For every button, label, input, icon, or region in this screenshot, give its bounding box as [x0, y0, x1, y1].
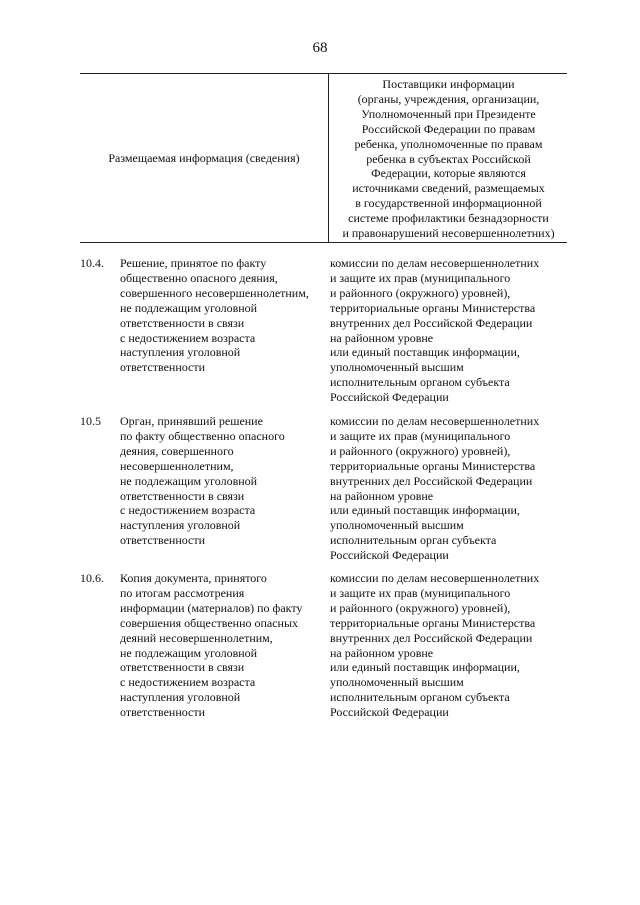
provider-line: внутренних дел Российской Федерации [330, 630, 533, 645]
row-number: 10.5 [80, 414, 101, 428]
provider-line: внутренних дел Российской Федерации [330, 473, 533, 488]
description-line: с недостижением возраста [120, 503, 256, 518]
header-provider-line: Федерации, которые являются [371, 166, 526, 181]
description-line: наступления уголовной [120, 690, 241, 705]
provider-line: территориальные органы Министерства [330, 615, 536, 630]
header-provider-line: и правонарушений несовершеннолетних) [342, 226, 555, 241]
provider-line: Российской Федерации [330, 548, 449, 563]
row-number: 10.4. [80, 256, 104, 270]
description-line: ответственности [120, 533, 206, 548]
description-line: по итогам рассмотрения [120, 585, 245, 600]
description-line: не подлежащим уголовной [120, 473, 258, 488]
header-provider-line: источниками сведений, размещаемых [352, 181, 545, 196]
header-provider-line: Поставщики информации [382, 77, 515, 91]
provider-line: уполномоченный высшим [330, 360, 464, 375]
row-description [120, 414, 330, 548]
description-line: деяния, совершенного [120, 443, 234, 458]
row-description [120, 256, 330, 375]
provider-line: или единый поставщик информации, [330, 503, 520, 518]
provider-line: на районном уровне [330, 330, 434, 345]
description-line: совершенного несовершеннолетним, [120, 285, 309, 300]
provider-line: территориальные органы Министерства [330, 458, 536, 473]
provider-line: и защите их прав (муниципального [330, 270, 511, 285]
page-number: 68 [312, 40, 328, 56]
provider-line: Российской Федерации [330, 390, 449, 405]
provider-line: уполномоченный высшим [330, 675, 464, 690]
description-line: ответственности в связи [120, 488, 245, 503]
description-line: ответственности в связи [120, 315, 245, 330]
header-column-info [80, 74, 328, 242]
provider-line: и районного (окружного) уровней), [330, 285, 511, 300]
provider-line: или единый поставщик информации, [330, 660, 520, 675]
description-line: с недостижением возраста [120, 675, 256, 690]
provider-line: Российской Федерации [330, 705, 449, 720]
row-description [120, 571, 330, 720]
description-line: деяний несовершеннолетним, [120, 630, 273, 645]
row-providers [330, 256, 570, 405]
header-column-providers [330, 77, 567, 241]
provider-line: и районного (окружного) уровней), [330, 443, 511, 458]
description-line: ответственности [120, 360, 206, 375]
row-providers [330, 571, 570, 720]
provider-line: комиссии по делам несовершеннолетних [330, 256, 540, 270]
row-number: 10.6. [80, 571, 104, 585]
description-line: Решение, принятое по факту [120, 256, 267, 270]
header-provider-line: Уполномоченный при Президенте [361, 106, 536, 121]
table-header [80, 73, 567, 243]
description-line: не подлежащим уголовной [120, 645, 258, 660]
header-provider-line: системе профилактики безнадзорности [348, 211, 549, 226]
provider-line: на районном уровне [330, 488, 434, 503]
header-provider-line: Российской Федерации по правам [361, 121, 536, 136]
description-line: совершения общественно опасных [120, 615, 299, 630]
description-line: Орган, принявший решение [120, 414, 263, 428]
provider-line: и районного (окружного) уровней), [330, 600, 511, 615]
provider-line: исполнительным органом субъекта [330, 690, 510, 705]
description-line: несовершеннолетним, [120, 458, 234, 473]
header-provider-line: в государственной информационной [355, 196, 542, 211]
description-line: ответственности в связи [120, 660, 245, 675]
header-provider-line: ребенка в субъектах Российской [366, 151, 531, 166]
description-line: по факту общественно опасного [120, 428, 285, 443]
description-line: Копия документа, принятого [120, 571, 267, 585]
provider-line: уполномоченный высшим [330, 518, 464, 533]
provider-line: комиссии по делам несовершеннолетних [330, 414, 540, 428]
provider-line: внутренних дел Российской Федерации [330, 315, 533, 330]
provider-line: и защите их прав (муниципального [330, 428, 511, 443]
description-line: наступления уголовной [120, 345, 241, 360]
header-column-divider [328, 74, 329, 242]
description-line: информации (материалов) по факту [120, 600, 303, 615]
provider-line: исполнительным органом субъекта [330, 375, 510, 390]
description-line: общественно опасного деяния, [120, 270, 278, 285]
provider-line: комиссии по делам несовершеннолетних [330, 571, 540, 585]
provider-line: и защите их прав (муниципального [330, 585, 511, 600]
provider-line: территориальные органы Министерства [330, 300, 536, 315]
header-provider-line: (органы, учреждения, организации, [357, 91, 540, 106]
provider-line: исполнительным орган субъекта [330, 533, 497, 548]
row-providers [330, 414, 570, 563]
header-column-info-label: Размещаемая информация (сведения) [108, 150, 300, 165]
provider-line: или единый поставщик информации, [330, 345, 520, 360]
description-line: с недостижением возраста [120, 330, 256, 345]
header-provider-line: ребенка, уполномоченные по правам [354, 136, 543, 151]
description-line: ответственности [120, 705, 206, 720]
provider-line: на районном уровне [330, 645, 434, 660]
description-line: наступления уголовной [120, 518, 241, 533]
description-line: не подлежащим уголовной [120, 300, 258, 315]
